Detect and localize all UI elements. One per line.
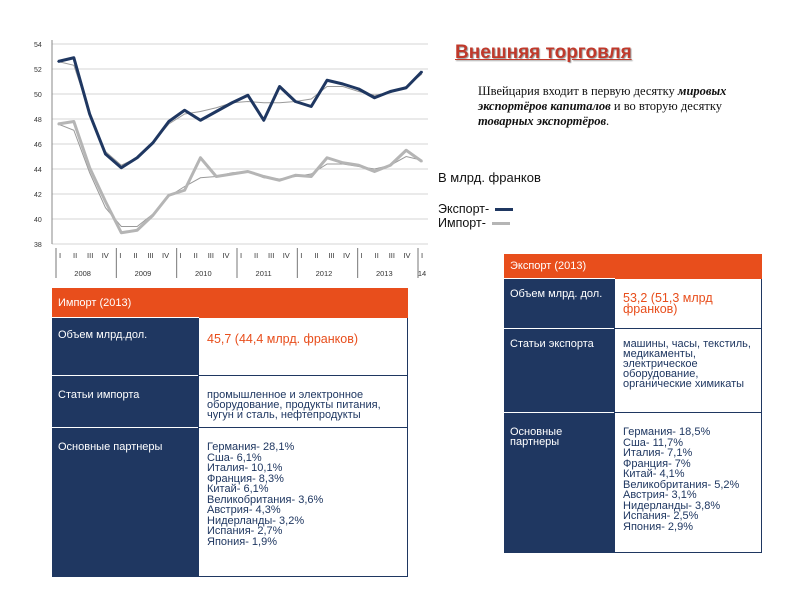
trend-line-export — [58, 62, 422, 166]
data-point — [342, 162, 344, 164]
x-tick-label: I — [360, 251, 363, 260]
list-item: Франция- 7% — [623, 457, 691, 470]
list-item: Германия- 18,5% — [623, 426, 711, 438]
legend-export-swatch — [495, 208, 513, 211]
data-point — [405, 149, 407, 151]
data-point — [326, 157, 328, 159]
x-tick-label: II — [133, 251, 138, 260]
data-point — [374, 97, 376, 99]
list-item: Сша- 11,7% — [623, 436, 683, 449]
year-label: 2013 — [375, 269, 393, 278]
data-point — [105, 153, 107, 155]
data-point — [374, 171, 376, 173]
x-tick-label: I — [300, 251, 303, 260]
x-tick-label: IV — [403, 251, 411, 260]
list-item: Китай- 6,1% — [207, 483, 269, 495]
import-volume-value: 45,7 (44,4 млрд. франков) — [199, 318, 408, 376]
list-item: Япония- 2,9% — [623, 520, 693, 533]
data-point — [247, 171, 249, 173]
data-point — [73, 121, 75, 123]
data-point — [121, 232, 123, 234]
year-label: 14 — [417, 269, 427, 278]
export-volume-value: 53,2 (51,3 млрд франков) — [615, 279, 762, 329]
data-point — [263, 119, 265, 121]
y-tick-label: 54 — [34, 42, 42, 49]
x-tick-label: II — [253, 251, 259, 260]
export-items-value: машины, часы, текстиль, медикаменты, электрическое оборудование, органические химикаты — [615, 329, 762, 413]
y-tick-label: 48 — [34, 117, 42, 124]
export-items-label: Статьи экспорта — [504, 329, 615, 413]
list-item: Германия- 28,1% — [207, 441, 295, 453]
export-volume-label: Объем млрд. дол. — [504, 279, 615, 329]
x-tick-label: IV — [162, 251, 170, 260]
data-point — [342, 83, 344, 85]
export-partners-label: Основные партнеры — [504, 413, 615, 553]
list-item: Франция- 8,3% — [207, 472, 284, 485]
data-point — [405, 87, 407, 89]
data-point — [121, 167, 123, 169]
trade-line-chart — [0, 0, 440, 290]
data-point — [421, 71, 423, 73]
year-label: 2009 — [134, 269, 152, 278]
data-point — [310, 106, 312, 108]
data-point — [358, 164, 360, 166]
x-tick-label: II — [374, 251, 379, 260]
year-label: 2008 — [74, 269, 91, 278]
x-tick-label: II — [314, 251, 319, 260]
x-tick-label: I — [239, 251, 243, 260]
x-tick-label: I — [179, 251, 182, 260]
y-tick-label: 52 — [34, 67, 42, 74]
data-point — [295, 174, 297, 176]
data-point — [279, 179, 281, 181]
x-tick-label: I — [58, 251, 62, 260]
data-point — [136, 229, 138, 231]
y-tick-label: 42 — [34, 192, 42, 199]
data-point — [152, 214, 154, 216]
data-point — [215, 111, 217, 113]
list-item: Испания- 2,5% — [623, 510, 699, 522]
x-tick-label: IV — [222, 251, 230, 260]
year-label: 2010 — [194, 269, 212, 278]
data-point — [105, 201, 107, 203]
import-table — [52, 288, 408, 577]
list-item: Нидерланды- 3,2% — [207, 514, 305, 527]
data-point — [358, 88, 360, 90]
year-label: 2011 — [255, 269, 272, 278]
y-tick-label: 44 — [34, 167, 42, 174]
data-point — [295, 101, 297, 103]
y-tick-label: 40 — [34, 217, 42, 224]
x-tick-label: IV — [343, 251, 351, 260]
data-point — [184, 109, 186, 111]
import-items-label: Статьи импорта — [52, 376, 199, 428]
data-point — [168, 194, 170, 196]
export-partners-list — [615, 413, 762, 553]
x-tick-label: III — [268, 251, 275, 260]
data-point — [421, 161, 423, 163]
list-item: Япония- 1,9% — [207, 535, 277, 548]
import-partners-list — [199, 428, 408, 577]
x-tick-label: III — [388, 251, 395, 260]
series-line-import — [58, 122, 422, 233]
list-item: Австрия- 3,1% — [623, 489, 697, 501]
data-point — [263, 176, 265, 178]
list-item: Китай- 4,1% — [623, 468, 685, 480]
export-table-header: Экспорт (2013) — [504, 254, 762, 279]
export-table — [504, 254, 762, 553]
page-title: Внешняя торговля — [455, 42, 632, 63]
x-tick-label: III — [147, 251, 154, 260]
legend-import-swatch — [492, 222, 510, 225]
year-label: 2012 — [315, 269, 333, 278]
data-point — [136, 157, 138, 159]
data-point — [215, 176, 217, 178]
subtitle-text: Швейцария входит в первую десятку мировых экспортёров капиталов и во вторую десятку товарных экспортёров. — [478, 84, 727, 128]
data-point — [152, 142, 154, 144]
x-tick-label: IV — [101, 251, 109, 260]
data-point — [247, 94, 249, 96]
data-point — [279, 86, 281, 88]
data-point — [390, 91, 392, 93]
data-point — [57, 61, 59, 63]
data-point — [200, 157, 202, 159]
legend-export-label: Экспорт- — [438, 202, 490, 216]
data-point — [390, 164, 392, 166]
import-items-value: промышленное и электронное оборудование, продукты питания, чугун и сталь, нефтепродукты — [199, 376, 408, 428]
data-point — [326, 79, 328, 81]
series-line-export — [58, 58, 422, 168]
data-point — [184, 189, 186, 191]
data-point — [231, 102, 233, 104]
x-tick-label: IV — [282, 251, 290, 260]
x-tick-label: I — [119, 251, 122, 260]
list-item: Великобритания- 5,2% — [623, 478, 740, 491]
unit-label: В млрд. франков — [438, 170, 541, 185]
data-point — [168, 121, 170, 123]
legend-import-label: Импорт- — [438, 216, 486, 230]
list-item: Австрия- 4,3% — [207, 504, 281, 516]
list-item: Испания- 2,7% — [207, 525, 283, 537]
y-tick-label: 38 — [34, 242, 42, 249]
data-point — [310, 176, 312, 178]
x-tick-label: II — [193, 251, 198, 260]
legend-import — [438, 216, 513, 230]
list-item: Сша- 6,1% — [207, 451, 262, 464]
list-item: Великобритания- 3,6% — [207, 493, 324, 506]
y-tick-label: 46 — [34, 142, 42, 149]
data-point — [57, 123, 59, 125]
list-item: Италия- 10,1% — [207, 462, 283, 474]
trend-line-import — [58, 124, 422, 227]
data-point — [73, 57, 75, 59]
list-item: Италия- 7,1% — [623, 447, 693, 459]
data-point — [200, 119, 202, 121]
list-item: Нидерланды- 3,8% — [623, 499, 721, 512]
x-tick-label: II — [72, 251, 78, 260]
x-tick-label: III — [328, 251, 335, 260]
chart-legend — [438, 202, 513, 230]
import-partners-label: Основные партнеры — [52, 428, 199, 577]
data-point — [89, 113, 91, 115]
x-tick-label: I — [420, 251, 424, 260]
legend-export — [438, 202, 513, 216]
import-table-header: Импорт (2013) — [52, 288, 408, 318]
x-tick-label: III — [87, 251, 94, 260]
import-volume-label: Объем млрд.дол. — [52, 318, 199, 376]
data-point — [231, 173, 233, 175]
data-point — [89, 167, 91, 169]
x-tick-label: III — [207, 251, 214, 260]
y-tick-label: 50 — [34, 92, 42, 99]
